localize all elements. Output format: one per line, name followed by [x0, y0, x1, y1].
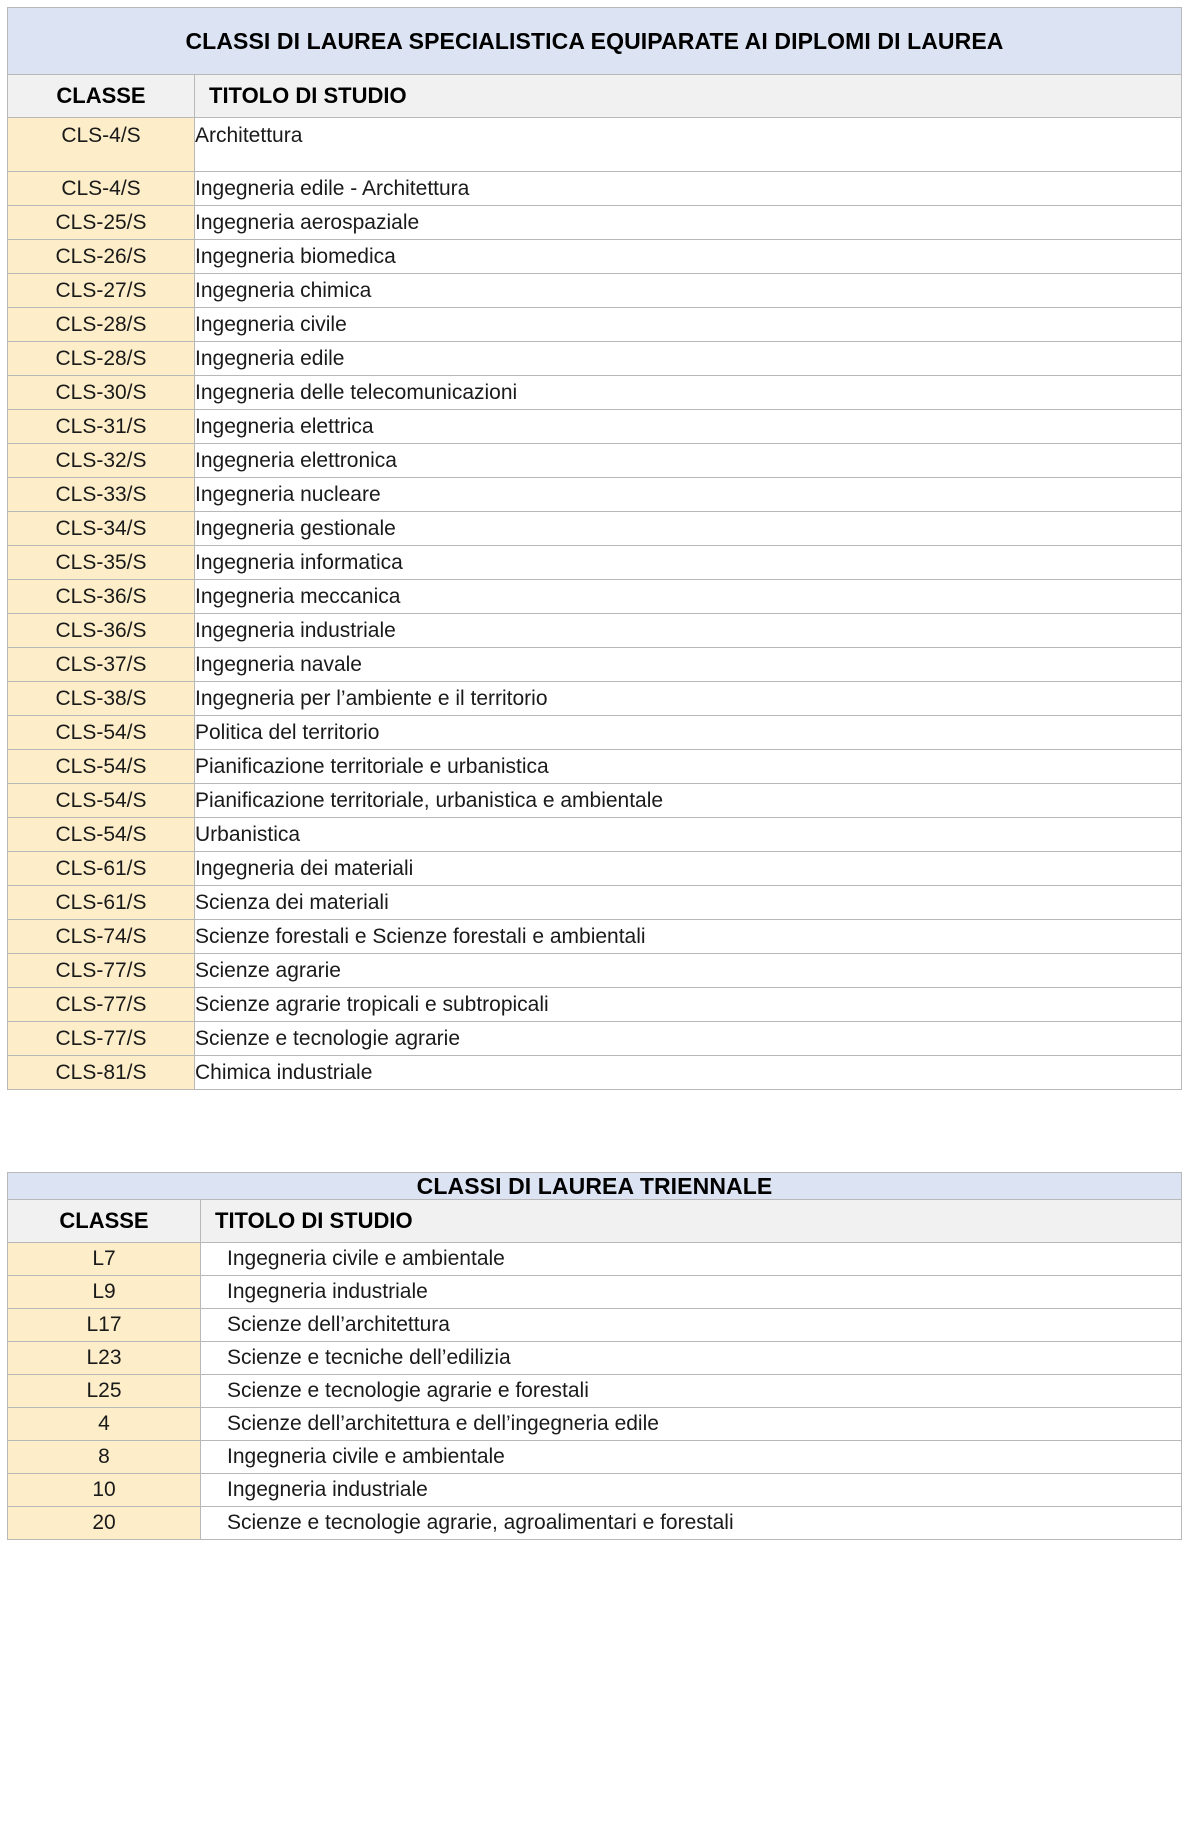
table-row [8, 648, 1182, 682]
cell-classe: CLS-61/S [8, 886, 195, 920]
cell-classe: CLS-74/S [8, 920, 195, 954]
cell-classe: CLS-30/S [8, 376, 195, 410]
cell-classe: CLS-77/S [8, 988, 195, 1022]
cell-classe: 4 [8, 1408, 201, 1441]
cell-titolo: Chimica industriale [195, 1056, 1182, 1090]
banner-row [8, 1173, 1182, 1200]
table-classi-laurea-specialistica [7, 7, 1182, 1090]
column-header-row [8, 1200, 1182, 1243]
cell-classe: L7 [8, 1243, 201, 1276]
table-row [8, 512, 1182, 546]
cell-titolo: Scienza dei materiali [195, 886, 1182, 920]
cell-titolo: Ingegneria nucleare [195, 478, 1182, 512]
cell-classe: L23 [8, 1342, 201, 1375]
cell-titolo: Scienze dell’architettura [201, 1309, 1182, 1342]
table-row [8, 1375, 1182, 1408]
cell-titolo: Ingegneria navale [195, 648, 1182, 682]
table-row [8, 1342, 1182, 1375]
table-row [8, 1441, 1182, 1474]
table-header-group [8, 8, 1182, 118]
cell-classe: CLS-26/S [8, 240, 195, 274]
cell-classe: 8 [8, 1441, 201, 1474]
cell-classe: CLS-54/S [8, 750, 195, 784]
table-row [8, 478, 1182, 512]
table-body [8, 118, 1182, 1090]
table-row [8, 308, 1182, 342]
table-row [8, 988, 1182, 1022]
cell-classe: CLS-54/S [8, 784, 195, 818]
table-row [8, 1474, 1182, 1507]
cell-classe: CLS-54/S [8, 716, 195, 750]
column-header-classe: CLASSE [8, 75, 195, 118]
cell-titolo: Scienze e tecnologie agrarie e forestali [201, 1375, 1182, 1408]
cell-classe: CLS-34/S [8, 512, 195, 546]
table-row [8, 580, 1182, 614]
cell-classe: CLS-81/S [8, 1056, 195, 1090]
cell-titolo: Ingegneria biomedica [195, 240, 1182, 274]
cell-titolo: Ingegneria chimica [195, 274, 1182, 308]
cell-classe: CLS-28/S [8, 308, 195, 342]
cell-classe: CLS-77/S [8, 954, 195, 988]
table-row [8, 614, 1182, 648]
cell-classe: CLS-54/S [8, 818, 195, 852]
table-row [8, 920, 1182, 954]
cell-titolo: Ingegneria delle telecomunicazioni [195, 376, 1182, 410]
cell-titolo: Ingegneria elettronica [195, 444, 1182, 478]
table-row [8, 954, 1182, 988]
column-header-row [8, 75, 1182, 118]
cell-titolo: Scienze agrarie tropicali e subtropicali [195, 988, 1182, 1022]
cell-titolo: Politica del territorio [195, 716, 1182, 750]
table-row [8, 342, 1182, 376]
cell-titolo: Ingegneria per l’ambiente e il territorio [195, 682, 1182, 716]
table-row [8, 206, 1182, 240]
cell-titolo: Ingegneria industriale [201, 1474, 1182, 1507]
cell-classe: CLS-37/S [8, 648, 195, 682]
table-row [8, 1022, 1182, 1056]
table-row [8, 1056, 1182, 1090]
column-header-classe: CLASSE [8, 1200, 201, 1243]
cell-classe: L25 [8, 1375, 201, 1408]
cell-titolo: Scienze e tecnologie agrarie [195, 1022, 1182, 1056]
table-row [8, 818, 1182, 852]
cell-titolo: Pianificazione territoriale e urbanistica [195, 750, 1182, 784]
cell-titolo: Ingegneria aerospaziale [195, 206, 1182, 240]
table-body [8, 1243, 1182, 1540]
cell-classe: CLS-32/S [8, 444, 195, 478]
table-row [8, 118, 1182, 172]
cell-titolo: Ingegneria edile - Architettura [195, 172, 1182, 206]
cell-classe: CLS-77/S [8, 1022, 195, 1056]
table-row [8, 1408, 1182, 1441]
cell-classe: 20 [8, 1507, 201, 1540]
table-separator-gap [7, 1090, 1182, 1172]
table-row [8, 886, 1182, 920]
cell-titolo: Urbanistica [195, 818, 1182, 852]
cell-classe: CLS-27/S [8, 274, 195, 308]
banner-row [8, 8, 1182, 75]
cell-titolo: Ingegneria edile [195, 342, 1182, 376]
table-row [8, 1309, 1182, 1342]
table-row [8, 716, 1182, 750]
cell-titolo: Ingegneria industriale [195, 614, 1182, 648]
table-banner-title: CLASSI DI LAUREA SPECIALISTICA EQUIPARATE AI DIPLOMI DI LAUREA [8, 8, 1182, 75]
table-row [8, 682, 1182, 716]
cell-titolo: Scienze e tecniche dell’edilizia [201, 1342, 1182, 1375]
cell-classe: L17 [8, 1309, 201, 1342]
table-row [8, 1243, 1182, 1276]
table-row [8, 274, 1182, 308]
table-row [8, 444, 1182, 478]
cell-titolo: Ingegneria elettrica [195, 410, 1182, 444]
cell-classe: CLS-28/S [8, 342, 195, 376]
cell-titolo: Scienze dell’architettura e dell’ingegneria edile [201, 1408, 1182, 1441]
cell-classe: CLS-61/S [8, 852, 195, 886]
table-row [8, 376, 1182, 410]
cell-classe: CLS-33/S [8, 478, 195, 512]
cell-titolo: Scienze forestali e Scienze forestali e ambientali [195, 920, 1182, 954]
table-row [8, 240, 1182, 274]
table-row [8, 1507, 1182, 1540]
cell-classe: CLS-25/S [8, 206, 195, 240]
cell-classe: CLS-38/S [8, 682, 195, 716]
table-row [8, 852, 1182, 886]
table-row [8, 410, 1182, 444]
table-row [8, 750, 1182, 784]
cell-titolo: Scienze agrarie [195, 954, 1182, 988]
cell-titolo: Scienze e tecnologie agrarie, agroalimentari e forestali [201, 1507, 1182, 1540]
cell-titolo: Ingegneria gestionale [195, 512, 1182, 546]
cell-titolo: Ingegneria dei materiali [195, 852, 1182, 886]
table-row [8, 546, 1182, 580]
cell-classe: CLS-31/S [8, 410, 195, 444]
cell-titolo: Ingegneria meccanica [195, 580, 1182, 614]
cell-titolo: Ingegneria informatica [195, 546, 1182, 580]
cell-titolo: Pianificazione territoriale, urbanistica e ambientale [195, 784, 1182, 818]
cell-classe: CLS-36/S [8, 614, 195, 648]
table-header-group [8, 1173, 1182, 1243]
cell-titolo: Ingegneria civile e ambientale [201, 1441, 1182, 1474]
cell-classe: CLS-4/S [8, 172, 195, 206]
cell-titolo: Ingegneria industriale [201, 1276, 1182, 1309]
cell-titolo: Ingegneria civile [195, 308, 1182, 342]
cell-titolo: Ingegneria civile e ambientale [201, 1243, 1182, 1276]
column-header-titolo: TITOLO DI STUDIO [201, 1200, 1182, 1243]
cell-classe: L9 [8, 1276, 201, 1309]
cell-classe: CLS-4/S [8, 118, 195, 172]
cell-classe: CLS-36/S [8, 580, 195, 614]
table-classi-laurea-triennale [7, 1172, 1182, 1540]
cell-titolo: Architettura [195, 118, 1182, 172]
table-banner-title: CLASSI DI LAUREA TRIENNALE [8, 1173, 1182, 1200]
table-row [8, 172, 1182, 206]
cell-classe: CLS-35/S [8, 546, 195, 580]
column-header-titolo: TITOLO DI STUDIO [195, 75, 1182, 118]
table-row [8, 1276, 1182, 1309]
table-row [8, 784, 1182, 818]
cell-classe: 10 [8, 1474, 201, 1507]
